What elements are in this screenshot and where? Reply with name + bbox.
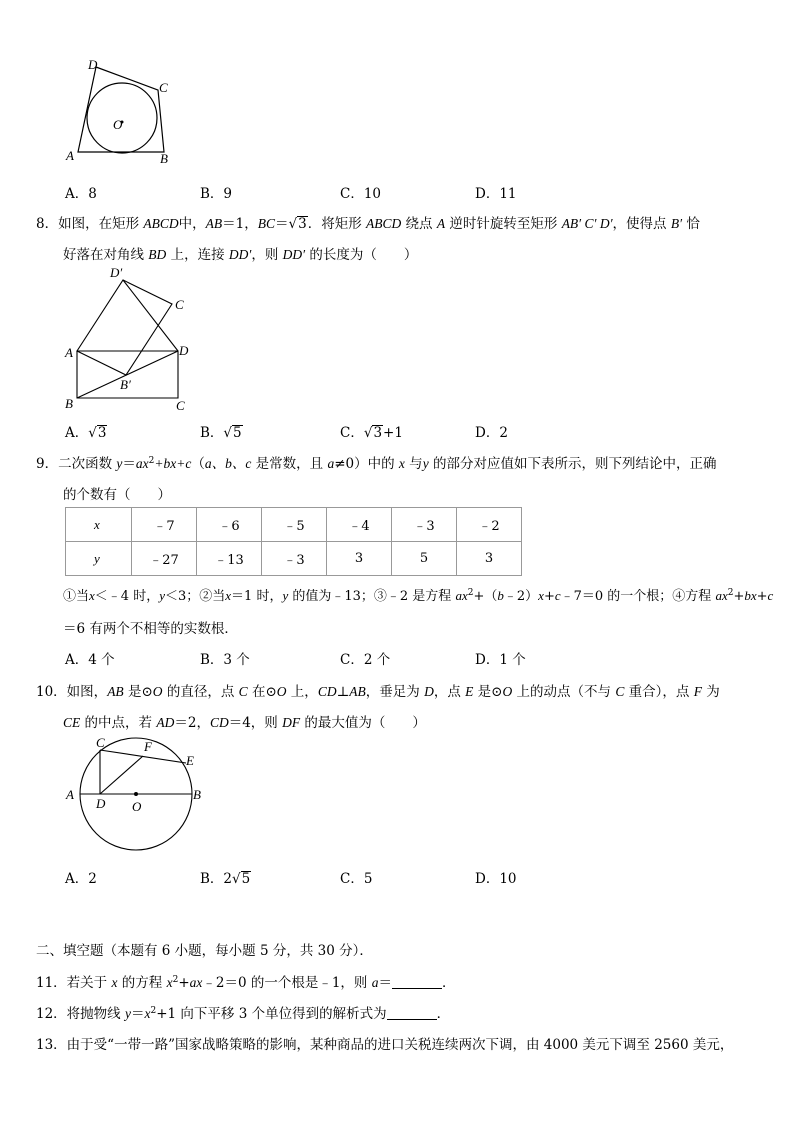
table-header-y: y [66, 542, 132, 576]
q9-option-d: D．1 个 [475, 652, 526, 668]
q9-option-b: B．3 个 [200, 652, 250, 668]
table-cell: ﹣2 [457, 508, 522, 542]
q10-center-dot [134, 792, 138, 796]
table-cell: ﹣7 [132, 508, 197, 542]
q7-label-B: B [160, 151, 168, 166]
table-cell: 3 [457, 542, 522, 576]
q8-label-Dp: D′ [110, 265, 123, 280]
q8-option-c: C．√3+1 [340, 425, 403, 441]
table-row [66, 508, 522, 542]
table-row [66, 542, 522, 576]
q10-label-D: D [96, 796, 106, 811]
table-cell: ﹣3 [392, 508, 457, 542]
table-header-x: x [66, 508, 132, 542]
q13-text: 13．由于受“一带一路”国家战略策略的影响，某种商品的进口关税连续两次下调，由 4000 美元下调至 2560 美元， [36, 1037, 734, 1053]
q7-label-O: O [113, 117, 123, 132]
q10-stem-line1: 10．如图，AB 是⊙O 的直径，点 C 在⊙O 上，CD⊥AB，垂足为 D，点 E 是⊙O 上的动点（不与 C 重合），点 F 为 [36, 684, 720, 700]
q9-conditions-line2: ＝6 有两个不相等的实数根． [63, 621, 238, 637]
q10-option-a: A．2 [65, 871, 97, 887]
q8-label-C1: C [175, 297, 184, 312]
q10-label-F: F [144, 739, 152, 754]
q9-stem-line1: 9．二次函数 $y=ax^2+bx+c(a$、b、c 是常数，且 a≠0）中的 x 与y 的部分对应值如下表所示，则下列结论中，正确 [36, 456, 717, 472]
q8-stem-line1: 8．如图，在矩形 ABCD中，AB＝1，BC＝√3．将矩形 ABCD 绕点 A 逆时针旋转至矩形 AB′ C′ D′，使得点 B′ 恰 [36, 216, 700, 232]
q10-label-O: O [132, 799, 142, 814]
q8-label-C2: C [176, 398, 185, 413]
table-cell: ﹣4 [327, 508, 392, 542]
q9-option-a: A．4 个 [65, 652, 115, 668]
q7-quadrilateral [78, 67, 164, 152]
table-cell: ﹣5 [262, 508, 327, 542]
q7-option-a: A．8 [65, 186, 97, 202]
q9-value-table [65, 507, 522, 576]
q7-option-d: D．11 [475, 186, 517, 202]
q8-label-D: D [179, 343, 189, 358]
q8-label-A: A [65, 345, 73, 360]
table-cell: ﹣6 [197, 508, 262, 542]
q10-figure [60, 733, 215, 855]
q12-text: 12．将抛物线 $y=x^2+1$ 向下平移 3 个单位得到的解析式为 ． [36, 1006, 451, 1022]
table-cell: 3 [327, 542, 392, 576]
q8-label-Bp: B′ [120, 377, 131, 392]
q7-label-D: D [88, 57, 98, 72]
q7-label-A: A [66, 148, 74, 163]
q8-option-b: B．√5 [200, 425, 242, 441]
q7-label-C: C [159, 80, 168, 95]
table-cell: 5 [392, 542, 457, 576]
q8-stem-line2: 好落在对角线 BD 上，连接 DD′，则 DD′ 的长度为（ ） [63, 247, 418, 263]
q9-stem-line2: 的个数有（ ） [63, 487, 171, 503]
q10-stem-line2: CE 的中点，若 AD＝2，CD＝4，则 DF 的最大值为（ ） [63, 715, 426, 731]
table-cell: ﹣27 [132, 542, 197, 576]
q9-option-c: C．2 个 [340, 652, 391, 668]
q7-option-c: C．10 [340, 186, 382, 202]
q10-label-A: A [66, 787, 74, 802]
table-cell: ﹣3 [262, 542, 327, 576]
q12-answer-blank[interactable] [387, 1007, 437, 1020]
q7-figure [60, 52, 185, 170]
q11-text: 11．若关于 x 的方程 $x^2+ax﹣2=0$ 的一个根是﹣1，则 a＝ ． [36, 975, 456, 991]
q10-option-d: D．10 [475, 871, 517, 887]
table-cell: ﹣13 [197, 542, 262, 576]
q8-figure [60, 262, 200, 414]
q9-conditions-line1: ①当x＜﹣4 时，y＜3；②当x＝1 时，y 的值为﹣13；③﹣2 是方程 $ax^2+(b﹣2)x+c﹣7=0$ 的一个根；④方程 $ax^2+bx+c$ [63, 588, 774, 604]
section-2-title: 二、填空题（本题有 6 小题，每小题 5 分，共 30 分）． [36, 943, 373, 959]
q10-label-C: C [96, 735, 105, 750]
q8-option-a: A．√3 [65, 425, 107, 441]
q10-label-B: B [193, 787, 201, 802]
q8-label-B: B [65, 396, 73, 411]
q10-option-c: C．5 [340, 871, 373, 887]
q7-option-b: B．9 [200, 186, 233, 202]
q8-option-d: D．2 [475, 425, 508, 441]
q10-option-b: B．2√5 [200, 871, 251, 887]
q10-label-E: E [186, 753, 194, 768]
q11-answer-blank[interactable] [392, 976, 442, 989]
